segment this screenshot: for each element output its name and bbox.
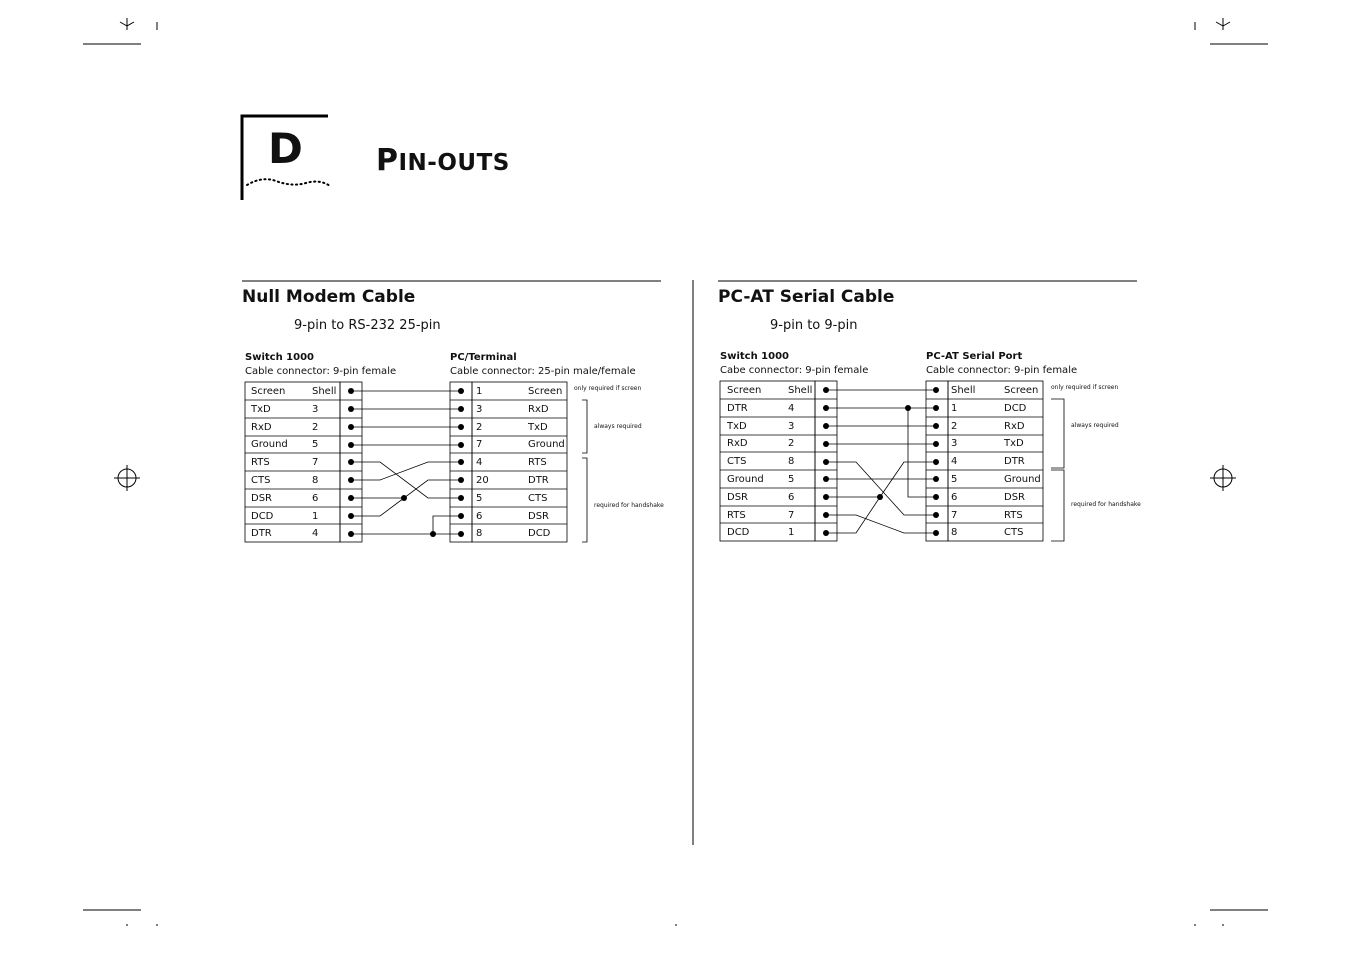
right-dst-pin: Shell [951, 385, 976, 396]
right-section-subtitle: 9-pin to 9-pin [770, 318, 858, 333]
chapter-title-cap: P [376, 143, 399, 178]
left-dst-name: DSR [528, 511, 549, 522]
left-src-name: DSR [251, 493, 272, 504]
right-src-name: CTS [727, 456, 747, 467]
right-src-pin: 5 [788, 474, 795, 485]
left-note-always: always required [594, 423, 642, 430]
right-src-pin: 4 [788, 403, 795, 414]
right-dst-connector: Cable connector: 9-pin female [926, 365, 1078, 376]
left-dst-pin: 6 [476, 511, 483, 522]
right-src-pin: Shell [788, 385, 813, 396]
left-dst-connector: Cable connector: 25-pin male/female [450, 366, 636, 377]
right-dst-name: Ground [1004, 474, 1041, 485]
right-dst-title: PC-AT Serial Port [926, 351, 1023, 362]
left-src-pin: 8 [312, 475, 319, 486]
right-note-screen: only required if screen [1051, 384, 1119, 391]
right-src-name: DTR [727, 403, 748, 414]
right-src-name: TxD [727, 421, 747, 432]
right-dst-pin: 8 [951, 527, 958, 538]
right-src-pin: 1 [788, 527, 795, 538]
left-note-handshake: required for handshake [594, 502, 664, 509]
right-src-name: DSR [727, 492, 748, 503]
left-src-name: DTR [251, 528, 272, 539]
right-dst-pin: 3 [951, 438, 958, 449]
left-dst-pin: 5 [476, 493, 483, 504]
right-dst-name: TxD [1004, 438, 1024, 449]
right-dst-pin: 7 [951, 510, 958, 521]
right-dst-pin: 4 [951, 456, 958, 467]
left-src-name: Ground [251, 439, 288, 450]
left-dst-pin: 1 [476, 386, 483, 397]
chapter-title [376, 143, 510, 178]
left-dst-pin: 3 [476, 404, 483, 415]
right-note-handshake: required for handshake [1071, 501, 1141, 508]
right-dst-name: CTS [1004, 527, 1024, 538]
left-dst-name: DCD [528, 528, 551, 539]
right-src-pin: 7 [788, 510, 795, 521]
right-dst-name: DTR [1004, 456, 1025, 467]
right-src-name: Screen [727, 385, 762, 396]
left-section-subtitle: 9-pin to RS-232 25-pin [294, 318, 441, 333]
left-dst-name: CTS [528, 493, 548, 504]
crop-marks [83, 18, 1268, 926]
left-dst-name: RTS [528, 457, 547, 468]
right-src-name: RxD [727, 438, 748, 449]
left-dst-pin: 8 [476, 528, 483, 539]
left-pin-dots [348, 388, 464, 537]
right-note-always: always required [1071, 422, 1119, 429]
left-note-screen: only required if screen [574, 385, 642, 392]
right-dst-name: RTS [1004, 510, 1023, 521]
left-dst-name: TxD [528, 422, 548, 433]
right-src-connector: Cabe connector: 9-pin female [720, 365, 869, 376]
right-dst-pin: 2 [951, 421, 958, 432]
right-src-pin: 6 [788, 492, 795, 503]
right-dst-name: RxD [1004, 421, 1025, 432]
right-dst-pin: 5 [951, 474, 958, 485]
left-src-pin: Shell [312, 386, 337, 397]
right-src-title: Switch 1000 [720, 351, 790, 362]
right-dst-name: Screen [1004, 385, 1039, 396]
left-src-pin: 4 [312, 528, 319, 539]
right-src-name: Ground [727, 474, 764, 485]
right-src-pin: 3 [788, 421, 795, 432]
left-src-pin: 6 [312, 493, 319, 504]
right-section-title: PC-AT Serial Cable [718, 287, 895, 307]
right-src-name: RTS [727, 510, 746, 521]
left-dst-pin: 20 [476, 475, 489, 486]
left-dst-name: Ground [528, 439, 565, 450]
right-src-pin: 8 [788, 456, 795, 467]
left-dst-pin: 2 [476, 422, 483, 433]
right-dst-name: DCD [1004, 403, 1027, 414]
right-pin-dots [823, 387, 939, 536]
left-src-name: RTS [251, 457, 270, 468]
chapter-letter: D [268, 124, 303, 173]
left-src-name: TxD [251, 404, 271, 415]
left-src-pin: 7 [312, 457, 319, 468]
chapter-title-rest: IN-OUTS [398, 150, 510, 176]
left-src-name: CTS [251, 475, 271, 486]
left-dst-name: RxD [528, 404, 549, 415]
left-src-pin: 3 [312, 404, 319, 415]
right-dst-pin: 6 [951, 492, 958, 503]
left-src-connector: Cable connector: 9-pin female [245, 366, 397, 377]
left-src-pin: 1 [312, 511, 319, 522]
right-src-name: DCD [727, 527, 750, 538]
left-src-name: DCD [251, 511, 274, 522]
left-section-title: Null Modem Cable [242, 287, 416, 307]
left-dst-pin: 7 [476, 439, 483, 450]
right-dst-pin: 1 [951, 403, 958, 414]
left-src-name: Screen [251, 386, 286, 397]
right-src-pin: 2 [788, 438, 795, 449]
left-dst-name: Screen [528, 386, 563, 397]
left-dst-pin: 4 [476, 457, 483, 468]
left-src-title: Switch 1000 [245, 352, 315, 363]
left-src-pin: 5 [312, 439, 319, 450]
left-src-pin: 2 [312, 422, 319, 433]
right-dst-name: DSR [1004, 492, 1025, 503]
left-dst-title: PC/Terminal [450, 352, 517, 363]
left-dst-name: DTR [528, 475, 549, 486]
left-src-name: RxD [251, 422, 272, 433]
